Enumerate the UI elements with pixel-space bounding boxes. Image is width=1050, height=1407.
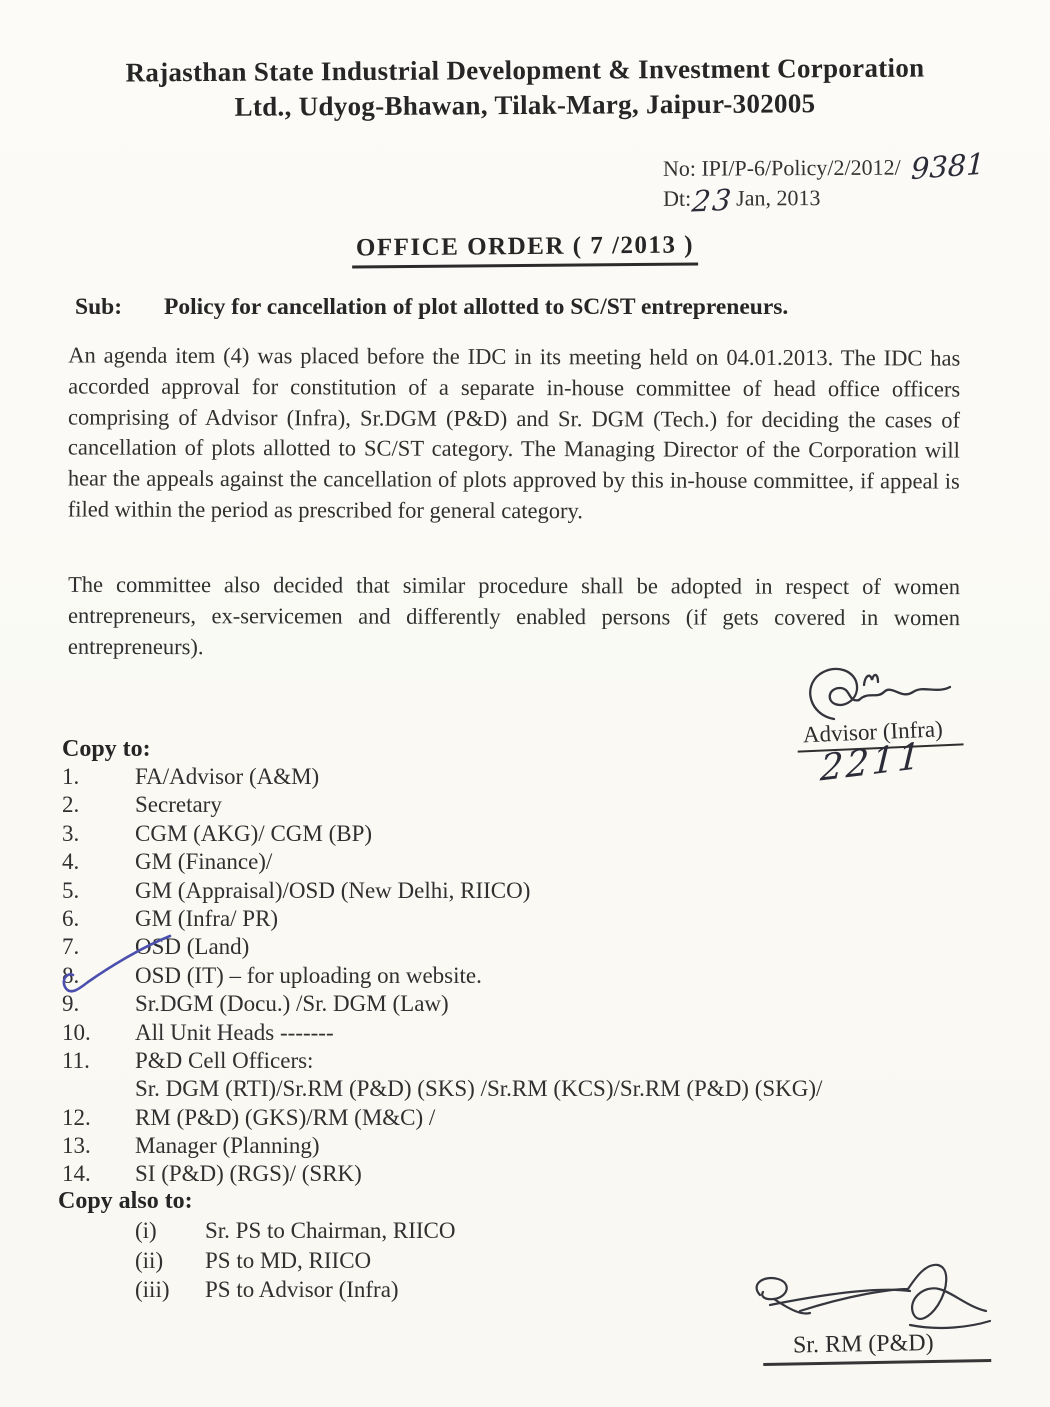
list-item: 13. Manager (Planning)	[62, 1133, 320, 1159]
list-item: 4. GM (Finance)/	[62, 849, 273, 875]
reference-block	[662, 146, 985, 219]
subject-line	[75, 294, 788, 321]
date-suffix: Jan, 2013	[736, 185, 821, 211]
advisor-handwritten-date: 2211	[819, 735, 925, 790]
body-paragraph-1: An agenda item (4) was placed before the IDC in its meeting held on 04.01.2013. The IDC has accorded approval for constitution of a separate in-house committee of head office officers comprising of Advisor (Infra), Sr.DGM (P&D) and Sr. DGM (Tech.) for deciding the cases of cancellation of plots allotted to SC/ST category. The Managing Director of the Corporation will hear the appeals against the cancellation of plots approved by this in-house committee, if appeal is filed within the period as prescribed for general category.	[67, 342, 961, 524]
list-item: 1. FA/Advisor (A&M)	[62, 764, 320, 789]
list-item: 12. RM (P&D) (GKS)/RM (M&C) /	[62, 1104, 436, 1130]
list-item: 6. GM (Infra/ PR)	[62, 905, 279, 931]
copy-also-to-heading: Copy also to:	[58, 1188, 193, 1214]
list-item-continuation: Sr. DGM (RTI)/Sr.RM (P&D) (SKS) /Sr.RM (KCS)/Sr.RM (P&D) (SKG)/	[135, 1076, 823, 1102]
copy-also-to-list	[135, 1218, 455, 1307]
reference-number-line	[662, 146, 985, 187]
list-item: 2. Secretary	[62, 792, 222, 818]
list-item: 10. All Unit Heads -------	[62, 1019, 334, 1045]
date-line	[663, 182, 985, 219]
copy-to-heading: Copy to:	[62, 736, 151, 762]
org-name-line1: Rajasthan State Industrial Development & Investment Corporation	[125, 52, 925, 88]
list-item: 8. OSD (IT) – for uploading on website.	[62, 962, 482, 988]
list-item: 3. CGM (AKG)/ CGM (BP)	[62, 820, 373, 846]
list-item: (iii) PS to Advisor (Infra)	[135, 1277, 399, 1303]
list-item: (i) Sr. PS to Chairman, RIICO	[135, 1218, 456, 1243]
reference-number-label: No: IPI/P-6/Policy/2/2012/	[662, 154, 901, 181]
office-order-title: OFFICE ORDER ( 7 /2013 )	[0, 233, 1050, 267]
list-item: 11. P&D Cell Officers:	[62, 1047, 314, 1073]
list-item: 14. SI (P&D) (RGS)/ (SRK)	[62, 1161, 362, 1187]
reference-number-handwritten: 9381	[910, 146, 985, 187]
srm-pd-designation: Sr. RM (P&D)	[763, 1329, 992, 1366]
subject-text: Policy for cancellation of plot allotted to SC/ST entrepreneurs.	[164, 294, 789, 320]
copy-to-list	[62, 764, 822, 1190]
srm-signature-scribble	[740, 1255, 995, 1340]
subject-label: Sub:	[75, 294, 123, 320]
org-address-line2: Ltd., Udyog-Bhawan, Tilak-Marg, Jaipur-302005	[234, 88, 816, 122]
date-day-handwritten: 23	[690, 182, 735, 219]
date-prefix: Dt:	[663, 185, 692, 211]
list-item: 5. GM (Appraisal)/OSD (New Delhi, RIICO)	[62, 877, 531, 903]
list-item: (ii) PS to MD, RIICO	[135, 1247, 372, 1273]
advisor-infra-designation: Advisor (Infra)	[796, 715, 963, 752]
list-item: 9. Sr.DGM (Docu.) /Sr. DGM (Law)	[62, 991, 449, 1017]
body-paragraph-2: The committee also decided that similar procedure shall be adopted in respect of women entrepreneurs, ex-servicemen and differently enabled persons (if gets covered in women entrepreneurs).	[67, 571, 961, 659]
list-item: 7. OSD (Land)	[62, 934, 250, 960]
